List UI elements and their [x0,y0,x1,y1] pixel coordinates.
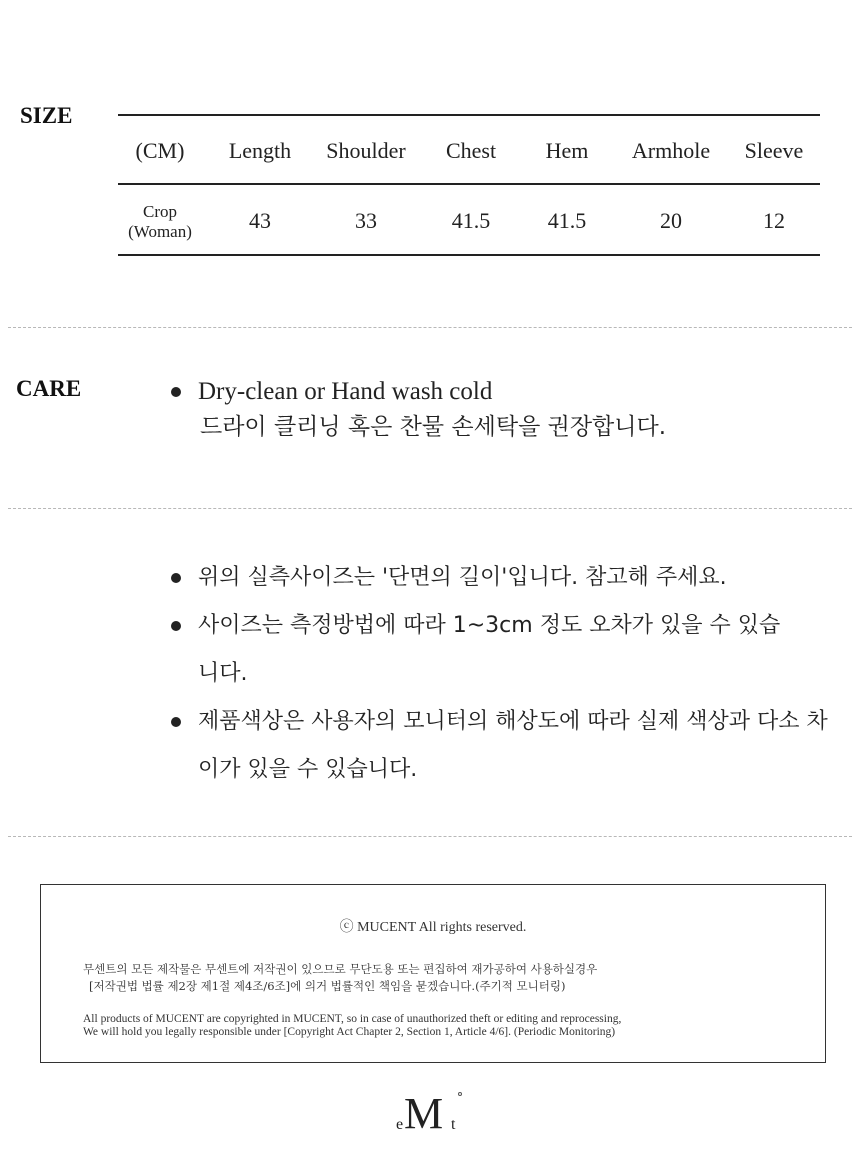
logo-letter-t: t [451,1116,456,1133]
header-unit: (CM) [135,138,185,163]
copyright-ko-line2: [저작권법 법률 제2장 제1절 제4조/6조]에 의거 법률적인 책임을 묻겠습니다.(주기적 모니터링) [89,979,566,993]
bullet-icon [171,717,181,727]
bullet-icon [171,573,181,583]
copyright-en-line2: We will hold you legally responsible under [Copyright Act Chapter 2, Section 1, Article 4/6]. (Periodic Monitoring) [83,1026,616,1038]
bullet-icon [171,621,181,631]
copyright-ko-line1: 무센트의 모든 제작물은 무센트에 저작권이 있으므로 무단도용 또는 편집하여 재가공하여 사용하실경우 [83,962,598,976]
header-armhole: Armhole [631,138,711,163]
table-header-rule [118,183,820,185]
divider [8,327,852,328]
value-length: 43 [249,208,271,233]
copyright-en-line1: All products of MUCENT are copyrighted in MUCENT, so in case of unauthorized theft or editing and reprocessing, [83,1013,622,1025]
bullet-icon [171,387,181,397]
header-sleeve: Sleeve [744,138,804,163]
row-label [118,202,202,242]
care-instruction-ko: 드라이 클리닝 혹은 찬물 손세탁을 권장합니다. [200,414,667,440]
divider [8,836,852,837]
header-length: Length [228,138,292,163]
size-heading: SIZE [20,103,73,128]
copyright-notice-ko [83,961,597,995]
header-chest: Chest [445,138,497,163]
divider [8,508,852,509]
value-sleeve: 12 [763,208,785,233]
note-measurement: 위의 실측사이즈는 '단면의 길이'입니다. 참고해 주세요. [198,565,727,590]
value-armhole: 20 [660,208,682,233]
logo-dot-icon [458,1092,462,1096]
value-chest: 41.5 [451,208,491,233]
row-label-line2: (Woman) [128,222,192,241]
logo-letter-e: e [396,1116,404,1133]
care-instruction-en: Dry-clean or Hand wash cold [198,378,493,405]
copyright-notice-en [83,1013,621,1039]
header-shoulder: Shoulder [326,138,406,163]
table-top-rule [118,114,820,116]
care-heading: CARE [16,376,82,401]
logo-letter-m: M [404,1089,444,1138]
note-tolerance: 사이즈는 측정방법에 따라 1~3cm 정도 오차가 있을 수 있습니다. [198,613,781,686]
value-hem: 41.5 [547,208,587,233]
header-hem: Hem [545,138,589,163]
table-bottom-rule [118,254,820,256]
note-color: 제품색상은 사용자의 모니터의 해상도에 따라 실제 색상과 다소 차이가 있을 수 있습니다. [198,709,828,782]
copyright-box [40,884,826,1063]
copyright-title: ⓒ MUCENT All rights reserved. [339,920,527,935]
value-shoulder: 33 [355,208,377,233]
brand-logo [396,1090,466,1140]
row-label-line1: Crop [143,202,177,221]
